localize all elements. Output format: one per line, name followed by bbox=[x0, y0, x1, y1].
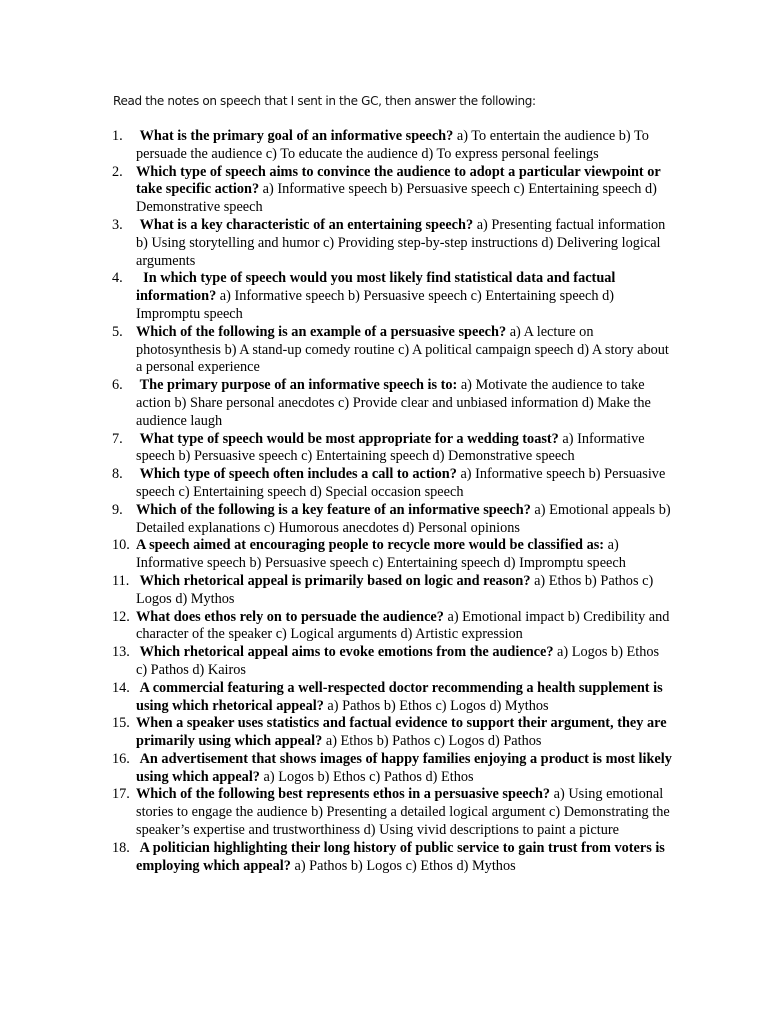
question-prompt: What is the primary goal of an informative speech? bbox=[136, 128, 454, 144]
question-item bbox=[112, 537, 672, 573]
question-text bbox=[136, 466, 672, 502]
question-text bbox=[136, 270, 672, 323]
question-number: 14. bbox=[112, 679, 130, 696]
answer-options: a) Using emotional stories to engage the audience b) Presenting a detailed logical argument c) Demonstrating the speaker’s expertise and trustworthiness d) Using vivid descriptions to paint a picture bbox=[136, 786, 670, 839]
question-number: 12. bbox=[112, 608, 130, 625]
question-prompt: What is a key characteristic of an entertaining speech? bbox=[136, 216, 474, 233]
answer-options: a) Pathos b) Ethos c) Logos d) Mythos bbox=[323, 697, 549, 714]
question-number: 5. bbox=[112, 323, 123, 340]
question-text bbox=[136, 128, 672, 164]
question-text bbox=[136, 715, 672, 751]
question-number: 2. bbox=[112, 163, 123, 180]
question-text bbox=[136, 502, 672, 538]
answer-options: a) Informative speech b) Persuasive speech c) Entertaining speech d) Impromptu speech bbox=[136, 537, 626, 572]
question-prompt: Which of the following is a key feature of an informative speech? bbox=[136, 501, 531, 518]
answer-options: a) Logos b) Ethos c) Pathos d) Kairos bbox=[136, 644, 660, 678]
question-text bbox=[136, 431, 672, 467]
question-prompt: In which type of speech would you most likely find statistical data and factual information? bbox=[136, 270, 619, 305]
question-item bbox=[112, 502, 672, 538]
question-text bbox=[136, 750, 676, 787]
question-prompt: A speech aimed at encouraging people to recycle more would be classified as: bbox=[136, 537, 605, 554]
question-item bbox=[112, 431, 672, 467]
question-text bbox=[136, 377, 672, 430]
question-text bbox=[136, 680, 672, 716]
question-item bbox=[112, 609, 672, 645]
answer-options: a) Pathos b) Logos c) Ethos d) Mythos bbox=[290, 857, 516, 874]
question-text bbox=[136, 537, 672, 573]
question-text bbox=[136, 644, 672, 680]
answer-options: a) Presenting factual information b) Using storytelling and humor c) Providing step-by-step instructions d) Delivering logical arguments bbox=[136, 216, 666, 269]
question-item bbox=[112, 750, 676, 787]
question-item bbox=[112, 644, 672, 680]
question-number: 1. bbox=[112, 128, 123, 144]
question-item bbox=[112, 164, 672, 217]
answer-options: a) Informative speech b) Persuasive speech c) Entertaining speech d) Impromptu speech bbox=[136, 288, 614, 322]
question-prompt: What type of speech would be most appropriate for a wedding toast? bbox=[136, 430, 559, 447]
question-item bbox=[112, 128, 672, 164]
question-text bbox=[136, 324, 672, 377]
question-text bbox=[136, 573, 672, 609]
answer-options: a) Logos b) Ethos c) Pathos d) Ethos bbox=[259, 768, 474, 785]
question-prompt: Which rhetorical appeal aims to evoke emotions from the audience? bbox=[136, 644, 554, 661]
question-text bbox=[136, 609, 672, 645]
answer-options: a) Motivate the audience to take action b) Share personal anecdotes c) Provide clear and unbiased information d) Make the audience laugh bbox=[136, 377, 651, 429]
question-text bbox=[136, 786, 672, 839]
question-item bbox=[112, 573, 672, 609]
question-prompt: Which of the following best represents ethos in a persuasive speech? bbox=[136, 786, 551, 803]
answer-options: a) Emotional impact b) Credibility and character of the speaker c) Logical arguments d) Artistic expression bbox=[136, 608, 670, 643]
question-number: 9. bbox=[112, 501, 123, 518]
question-number: 7. bbox=[112, 430, 123, 447]
answer-options: a) Informative speech b) Persuasive speech c) Entertaining speech d) Demonstrative speech bbox=[136, 181, 657, 216]
question-prompt: What does ethos rely on to persuade the audience? bbox=[136, 608, 444, 625]
question-item bbox=[112, 786, 672, 839]
question-prompt: A commercial featuring a well-respected doctor recommending a health supplement is using which rhetorical appeal? bbox=[136, 679, 667, 714]
question-number: 18. bbox=[112, 839, 130, 856]
question-item bbox=[112, 217, 672, 270]
question-list bbox=[112, 128, 676, 875]
question-item bbox=[112, 840, 672, 876]
question-number: 11. bbox=[112, 572, 130, 589]
question-item bbox=[112, 324, 672, 377]
question-number: 6. bbox=[112, 377, 123, 394]
question-number: 4. bbox=[112, 270, 123, 287]
question-prompt: Which of the following is an example of a persuasive speech? bbox=[136, 323, 507, 340]
question-item bbox=[112, 715, 672, 751]
question-prompt: Which type of speech aims to convince the audience to adopt a particular viewpoint or take specific action? bbox=[136, 163, 665, 198]
question-prompt: When a speaker uses statistics and factual evidence to support their argument, they are primarily using which appeal? bbox=[136, 715, 671, 750]
question-item bbox=[112, 466, 672, 502]
question-item bbox=[112, 270, 672, 323]
question-prompt: Which rhetorical appeal is primarily based on logic and reason? bbox=[136, 572, 531, 589]
answer-options: a) To entertain the audience b) To persuade the audience c) To educate the audience d) To express personal feelings bbox=[136, 128, 649, 162]
question-number: 17. bbox=[112, 786, 130, 803]
question-prompt: An advertisement that shows images of happy families enjoying a product is most likely using which appeal? bbox=[136, 750, 676, 785]
question-item bbox=[112, 377, 672, 430]
answer-options: a) Ethos b) Pathos c) Logos d) Mythos bbox=[136, 572, 654, 607]
answer-options: a) Informative speech b) Persuasive speech c) Entertaining speech d) Demonstrative speech bbox=[136, 430, 645, 465]
question-number: 15. bbox=[112, 715, 130, 732]
question-prompt: The primary purpose of an informative speech is to: bbox=[136, 377, 458, 394]
question-number: 16. bbox=[112, 750, 130, 767]
question-prompt: Which type of speech often includes a call to action? bbox=[136, 466, 457, 483]
question-prompt: A politician highlighting their long history of public service to gain trust from voters is employing which appeal? bbox=[136, 839, 669, 874]
question-number: 10. bbox=[112, 537, 130, 554]
question-text bbox=[136, 164, 672, 217]
answer-options: a) Emotional appeals b) Detailed explanations c) Humorous anecdotes d) Personal opinions bbox=[136, 501, 671, 536]
question-text bbox=[136, 840, 672, 876]
question-text bbox=[136, 217, 672, 270]
answer-options: a) Informative speech b) Persuasive speech c) Entertaining speech d) Special occasion speech bbox=[136, 466, 666, 500]
answer-options: a) Ethos b) Pathos c) Logos d) Pathos bbox=[322, 733, 542, 750]
instructions-text: Read the notes on speech that I sent in the GC, then answer the following: bbox=[113, 94, 536, 108]
question-number: 13. bbox=[112, 644, 130, 661]
question-item bbox=[112, 680, 672, 716]
answer-options: a) A lecture on photosynthesis b) A stand-up comedy routine c) A political campaign speech d) A story about a personal experience bbox=[136, 323, 669, 376]
question-number: 3. bbox=[112, 216, 123, 233]
question-number: 8. bbox=[112, 466, 123, 483]
